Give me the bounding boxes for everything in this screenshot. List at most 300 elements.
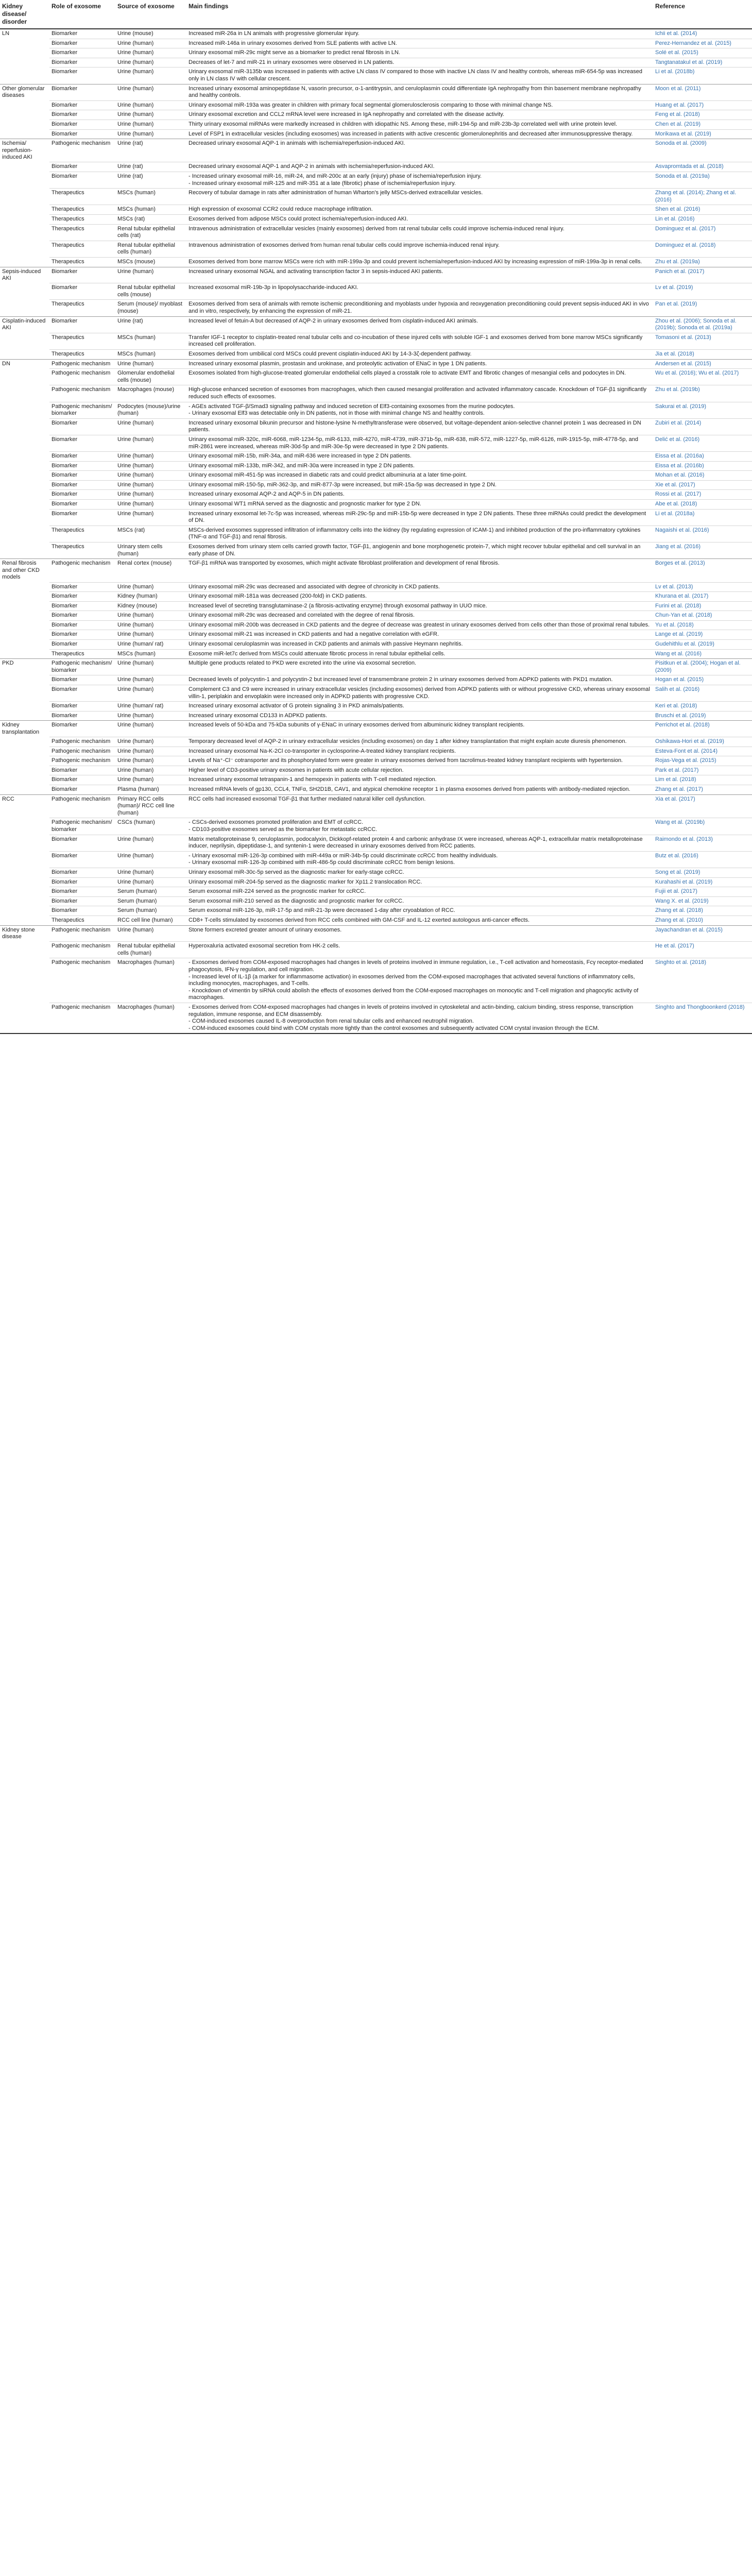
- table-row: [0, 942, 752, 958]
- findings-cell: [186, 887, 653, 897]
- findings-cell: [186, 283, 653, 300]
- disorder-cell: [0, 868, 49, 878]
- source-cell: Urine (human): [115, 435, 186, 451]
- reference-link[interactable]: Dominguez et al. (2017): [653, 224, 752, 241]
- reference-link[interactable]: Rojas-Vega et al. (2015): [653, 756, 752, 766]
- table-row: [0, 877, 752, 887]
- table-row: [0, 214, 752, 224]
- role-cell: Biomarker: [49, 129, 115, 139]
- table-row: [0, 509, 752, 526]
- finding-text: Urinary exosomal miR-21 was increased in CKD patients and had a negative correlation with eGFR.: [189, 631, 439, 638]
- reference-link[interactable]: Sonoda et al. (2009): [653, 139, 752, 162]
- table-row: [0, 721, 752, 737]
- finding-text: Decreases of let-7 and miR-21 in urinary exosomes were observed in LN patients.: [189, 59, 395, 65]
- role-cell: Pathogenic mechanism/ biomarker: [49, 402, 115, 418]
- role-cell: Biomarker: [49, 471, 115, 481]
- source-cell: Renal tubular epithelial cells (mouse): [115, 283, 186, 300]
- source-cell: Urine (mouse): [115, 29, 186, 39]
- reference-link[interactable]: Morikawa et al. (2019): [653, 129, 752, 139]
- findings-cell: [186, 509, 653, 526]
- finding-text: Exosomes derived from umbilical cord MSCs could prevent cisplatin-induced AKI by 14-3-3ζ-dependent pathway.: [189, 350, 472, 357]
- disorder-cell: [0, 300, 49, 316]
- disorder-cell: [0, 756, 49, 766]
- source-cell: Kidney (human): [115, 592, 186, 602]
- reference-link[interactable]: Wang et al. (2016): [653, 649, 752, 659]
- source-cell: MSCs (human): [115, 205, 186, 215]
- role-cell: Biomarker: [49, 84, 115, 100]
- findings-cell: [186, 737, 653, 747]
- reference-link[interactable]: Zhang et al. (2010): [653, 916, 752, 925]
- reference-link[interactable]: Rossi et al. (2017): [653, 490, 752, 500]
- finding-text: TGF-β1 mRNA was transported by exosomes, which might activate fibroblast proliferation and development of renal fibrosis.: [189, 560, 500, 567]
- finding-text: Increased level of secreting transglutaminase-2 (a fibrosis-activating enzyme) through exosomal pathway in UUO mice.: [189, 602, 487, 609]
- findings-cell: [186, 1003, 653, 1033]
- reference-link[interactable]: Lim et al. (2018): [653, 775, 752, 785]
- role-cell: Biomarker: [49, 835, 115, 851]
- findings-cell: [186, 630, 653, 640]
- table-row: [0, 526, 752, 542]
- reference-link[interactable]: Chen et al. (2019): [653, 120, 752, 129]
- reference-link[interactable]: Tomasoni et al. (2013): [653, 333, 752, 349]
- disorder-cell: [0, 818, 49, 835]
- reference-link[interactable]: Wu et al. (2016); Wu et al. (2017): [653, 369, 752, 385]
- source-cell: Urine (human): [115, 835, 186, 851]
- source-cell: Urine (human): [115, 84, 186, 100]
- table-row: [0, 620, 752, 630]
- reference-link[interactable]: Feng et al. (2018): [653, 110, 752, 120]
- table-row: [0, 958, 752, 1003]
- source-cell: Macrophages (mouse): [115, 385, 186, 402]
- reference-link[interactable]: Pisitkun et al. (2004); Hogan et al. (2009): [653, 659, 752, 675]
- role-cell: Biomarker: [49, 452, 115, 462]
- reference-link[interactable]: Nagaishi et al. (2016): [653, 526, 752, 542]
- reference-link[interactable]: Song et al. (2019): [653, 868, 752, 878]
- table-body: [0, 29, 752, 1033]
- role-cell: Biomarker: [49, 418, 115, 435]
- source-cell: MSCs (human): [115, 349, 186, 359]
- reference-link[interactable]: Eissa et al. (2016b): [653, 461, 752, 471]
- table-row: [0, 630, 752, 640]
- role-cell: Biomarker: [49, 775, 115, 785]
- finding-text: Higher level of CD3-positive urinary exosomes in patients with acute cellular rejection.: [189, 767, 404, 773]
- finding-text: - CSCs-derived exosomes promoted proliferation and EMT of ccRCC.: [189, 819, 650, 826]
- role-cell: Therapeutics: [49, 526, 115, 542]
- reference-link[interactable]: Fujii et al. (2017): [653, 887, 752, 897]
- reference-link[interactable]: Lv et al. (2019): [653, 283, 752, 300]
- finding-text: Urinary exosomal miR-29c was decreased and associated with degree of chronicity in CKD patients.: [189, 583, 440, 590]
- findings-cell: [186, 766, 653, 775]
- disorder-cell: [0, 526, 49, 542]
- findings-cell: [186, 611, 653, 621]
- reference-link[interactable]: Eissa et al. (2016a): [653, 452, 752, 462]
- finding-text: Increased exosomal miR-19b-3p in lipopolysaccharide-induced AKI.: [189, 284, 358, 291]
- reference-link[interactable]: Xia et al. (2017): [653, 794, 752, 818]
- reference-link[interactable]: Lin et al. (2016): [653, 214, 752, 224]
- reference-link[interactable]: Jayachandran et al. (2015): [653, 925, 752, 942]
- table-row: [0, 685, 752, 702]
- disorder-cell: [0, 737, 49, 747]
- findings-cell: [186, 877, 653, 887]
- source-cell: Urine (human): [115, 868, 186, 878]
- source-cell: Urine (human): [115, 39, 186, 48]
- table-row: [0, 461, 752, 471]
- finding-text: Increased level of fetuin-A but decreased of AQP-2 in urinary exosomes derived from cisplatin-induced AKI animals.: [189, 317, 478, 324]
- findings-cell: [186, 452, 653, 462]
- disorder-cell: [0, 785, 49, 795]
- reference-link[interactable]: Kurahashi et al. (2019): [653, 877, 752, 887]
- disorder-cell: [0, 766, 49, 775]
- reference-link[interactable]: Zhu et al. (2019b): [653, 385, 752, 402]
- finding-text: Increased miR-146a in urinary exosomes derived from SLE patients with active LN.: [189, 40, 397, 46]
- finding-text: High expression of exosomal CCR2 could reduce macrophage infiltration.: [189, 206, 373, 213]
- reference-link[interactable]: He et al. (2017): [653, 942, 752, 958]
- table-header: [0, 0, 752, 29]
- finding-text: - Increased urinary exosomal miR-125 and miR-351 at a late (fibrotic) phase of ischemia/reperfusion injury.: [189, 180, 650, 188]
- table-row: [0, 592, 752, 602]
- reference-link[interactable]: Singhto et al. (2018): [653, 958, 752, 1003]
- reference-link[interactable]: Tangtanatakul et al. (2019): [653, 58, 752, 67]
- finding-text: Increased urinary exosomal tetraspanin-1 and hemopexin in patients with T-cell mediated rejection.: [189, 776, 437, 783]
- findings-cell: [186, 172, 653, 189]
- finding-text: Thirty urinary exosomal miRNAs were markedly increased in children with idiopathic NS. Among these, miR-194-5p and miR-23b-3p correlated well with urine protein level.: [189, 121, 618, 127]
- findings-cell: [186, 67, 653, 84]
- table-row: [0, 139, 752, 162]
- reference-link[interactable]: Perez-Hernandez et al. (2015): [653, 39, 752, 48]
- disorder-cell: [0, 685, 49, 702]
- reference-link[interactable]: Delić et al. (2016): [653, 435, 752, 451]
- source-cell: Renal tubular epithelial cells (human): [115, 942, 186, 958]
- source-cell: Serum (human): [115, 896, 186, 906]
- role-cell: Therapeutics: [49, 214, 115, 224]
- role-cell: Biomarker: [49, 435, 115, 451]
- table-row: [0, 649, 752, 659]
- table-row: [0, 189, 752, 205]
- role-cell: Therapeutics: [49, 189, 115, 205]
- reference-link[interactable]: Butz et al. (2016): [653, 851, 752, 868]
- role-cell: Pathogenic mechanism/ biomarker: [49, 818, 115, 835]
- disorder-cell: Ischemia/ reperfusion-induced AKI: [0, 139, 49, 162]
- finding-text: Urinary exosomal WT1 mRNA served as the diagnostic and prognostic marker for type 2 DN.: [189, 501, 421, 507]
- role-cell: Biomarker: [49, 685, 115, 702]
- disorder-cell: [0, 1003, 49, 1033]
- disorder-cell: [0, 48, 49, 58]
- role-cell: Biomarker: [49, 630, 115, 640]
- reference-link[interactable]: Abe et al. (2018): [653, 500, 752, 510]
- disorder-cell: PKD: [0, 659, 49, 675]
- findings-cell: [186, 649, 653, 659]
- disorder-cell: [0, 835, 49, 851]
- reference-link[interactable]: Solé et al. (2015): [653, 48, 752, 58]
- finding-text: Exosomes derived from urinary stem cells carried growth factor, TGF-β1, angiogenin and bone morphogenetic protein-7, which might recover tubular epithelial and cell survival in an early phase of DN.: [189, 544, 641, 557]
- disorder-cell: [0, 543, 49, 559]
- finding-text: - Increased urinary exosomal miR-16, miR-24, and miR-200c at an early (injury) phase of ischemia/reperfusion injury.: [189, 173, 650, 180]
- source-cell: Urine (human): [115, 675, 186, 685]
- disorder-cell: [0, 120, 49, 129]
- finding-text: Exosomes isolated from high-glucose-treated glomerular endothelial cells played a crosstalk role to activate EMT and fibrotic changes of mesangial cells and podocytes in DN.: [189, 370, 626, 377]
- role-cell: Biomarker: [49, 896, 115, 906]
- reference-link[interactable]: Lv et al. (2013): [653, 582, 752, 592]
- reference-link[interactable]: Shen et al. (2016): [653, 205, 752, 215]
- findings-cell: [186, 659, 653, 675]
- table-row: [0, 39, 752, 48]
- disorder-cell: [0, 172, 49, 189]
- role-cell: Pathogenic mechanism: [49, 737, 115, 747]
- finding-text: Recovery of tubular damage in rats after administration of human Wharton's jelly MSCs-derived extracellular vesicles.: [189, 190, 483, 196]
- reference-link[interactable]: Zubiri et al. (2014): [653, 418, 752, 435]
- reference-link[interactable]: Furini et al. (2018): [653, 601, 752, 611]
- table-row: [0, 702, 752, 711]
- source-cell: Glomerular endothelial cells (mouse): [115, 369, 186, 385]
- role-cell: Pathogenic mechanism: [49, 925, 115, 942]
- table-row: [0, 906, 752, 916]
- reference-link[interactable]: Yu et al. (2018): [653, 620, 752, 630]
- reference-link[interactable]: Zhu et al. (2019a): [653, 257, 752, 267]
- table-row: [0, 84, 752, 100]
- role-cell: Biomarker: [49, 110, 115, 120]
- disorder-cell: Renal fibrosis and other CKD models: [0, 559, 49, 582]
- reference-link[interactable]: Borges et al. (2013): [653, 559, 752, 582]
- reference-link[interactable]: Hogan et al. (2015): [653, 675, 752, 685]
- source-cell: Urine (human): [115, 359, 186, 369]
- disorder-cell: [0, 916, 49, 925]
- table-row: [0, 582, 752, 592]
- source-cell: Urine (human): [115, 418, 186, 435]
- source-cell: Urine (human): [115, 120, 186, 129]
- reference-link[interactable]: Perrichot et al. (2018): [653, 721, 752, 737]
- finding-text: High-glucose enhanced secretion of exosomes from macrophages, which then caused mesangial proliferation and activated inflammatory cascade. Knockdown of TGF-β1 significantly reduced such effects of exosomes.: [189, 386, 647, 400]
- reference-link[interactable]: Wang X. et al. (2019): [653, 896, 752, 906]
- role-cell: Biomarker: [49, 480, 115, 490]
- reference-link[interactable]: Li et al. (2018a): [653, 509, 752, 526]
- finding-text: Decreased urinary exosomal AQP-1 in animals with ischemia/reperfusion-induced AKI.: [189, 140, 405, 147]
- findings-cell: [186, 418, 653, 435]
- table-row: [0, 543, 752, 559]
- reference-link[interactable]: Asvapromtada et al. (2018): [653, 162, 752, 172]
- disorder-cell: [0, 402, 49, 418]
- source-cell: Serum (mouse)/ myoblast (mouse): [115, 300, 186, 316]
- header-disorder: Kidney disease/ disorder: [0, 0, 49, 29]
- reference-link[interactable]: Sonoda et al. (2019a): [653, 172, 752, 189]
- table-row: [0, 775, 752, 785]
- findings-cell: [186, 925, 653, 942]
- finding-text: Urinary exosomal miR-29c might serve as a biomarker to predict renal fibrosis in LN.: [189, 49, 400, 56]
- reference-link[interactable]: Esteva-Font et al. (2014): [653, 747, 752, 756]
- disorder-cell: [0, 582, 49, 592]
- source-cell: MSCs (human): [115, 189, 186, 205]
- role-cell: Biomarker: [49, 58, 115, 67]
- finding-text: Increased miR-26a in LN animals with progressive glomerular injury.: [189, 30, 360, 37]
- role-cell: Biomarker: [49, 582, 115, 592]
- findings-cell: [186, 711, 653, 721]
- findings-cell: [186, 868, 653, 878]
- findings-cell: [186, 349, 653, 359]
- findings-cell: [186, 385, 653, 402]
- finding-text: Increased urinary exosomal AQP-2 and AQP-5 in DN patients.: [189, 491, 345, 498]
- reference-link[interactable]: Zhou et al. (2006); Sonoda et al. (2019b); Sonoda et al. (2019a): [653, 316, 752, 333]
- reference-link[interactable]: Lange et al. (2019): [653, 630, 752, 640]
- source-cell: Renal cortex (mouse): [115, 559, 186, 582]
- reference-link[interactable]: Park et al. (2017): [653, 766, 752, 775]
- role-cell: Biomarker: [49, 267, 115, 283]
- role-cell: Biomarker: [49, 172, 115, 189]
- finding-text: Urinary exosomal miR-150-5p, miR-362-3p, and miR-877-3p were increased, but miR-15a-5p was decreased in type 2 DN.: [189, 481, 497, 488]
- findings-cell: [186, 369, 653, 385]
- findings-cell: [186, 461, 653, 471]
- finding-text: Urinary exosomal miR-204-5p served as the diagnostic marker for Xp11.2 translocation RCC.: [189, 878, 422, 885]
- role-cell: Biomarker: [49, 877, 115, 887]
- finding-text: - Urinary exosomal miR-126-3p combined with miR-486-5p could discriminate ccRCC from benign lesions.: [189, 859, 650, 867]
- disorder-cell: [0, 471, 49, 481]
- table-row: [0, 58, 752, 67]
- finding-text: Urinary exosomal miR-3135b was increased in patients with active LN class IV compared to those with inactive LN class IV and healthy controls, whereas miR-654-5p was increased only in LN class IV with cellular crescent.: [189, 69, 643, 82]
- table-row: [0, 283, 752, 300]
- reference-link[interactable]: Moon et al. (2011): [653, 84, 752, 100]
- reference-link[interactable]: Dominguez et al. (2018): [653, 241, 752, 257]
- findings-cell: [186, 835, 653, 851]
- source-cell: Urine (human): [115, 500, 186, 510]
- reference-link[interactable]: Salih et al. (2016): [653, 685, 752, 702]
- table-row: [0, 659, 752, 675]
- finding-text: - COM-induced exosomes could bind with COM crystals more tightly than the control exosomes and subsequently activated COM crystal invasion through the ECM.: [189, 1025, 650, 1032]
- finding-text: Increased urinary exosomal Na-K-2Cl co-transporter in cyclosporine-A-treated kidney transplant recipients.: [189, 748, 456, 754]
- table-row: [0, 418, 752, 435]
- role-cell: Biomarker: [49, 868, 115, 878]
- reference-link[interactable]: Ichii et al. (2014): [653, 29, 752, 39]
- disorder-cell: [0, 283, 49, 300]
- role-cell: Biomarker: [49, 702, 115, 711]
- disorder-cell: DN: [0, 359, 49, 369]
- reference-link[interactable]: Li et al. (2018b): [653, 67, 752, 84]
- reference-link[interactable]: Jiang et al. (2016): [653, 543, 752, 559]
- disorder-cell: [0, 100, 49, 110]
- disorder-cell: [0, 640, 49, 650]
- reference-link[interactable]: Pan et al. (2019): [653, 300, 752, 316]
- table-row: [0, 896, 752, 906]
- findings-cell: [186, 39, 653, 48]
- table-row: [0, 300, 752, 316]
- finding-text: Increased urinary exosomal NGAL and activating transcription factor 3 in sepsis-induced AKI patients.: [189, 268, 443, 275]
- source-cell: Urine (human): [115, 490, 186, 500]
- finding-text: Intravenous administration of extracellular vesicles (mainly exosomes) derived from rat renal tubular cells could improve ischemia-induced renal injury.: [189, 225, 565, 232]
- disorder-cell: [0, 649, 49, 659]
- source-cell: Urine (human): [115, 775, 186, 785]
- findings-cell: [186, 675, 653, 685]
- role-cell: Biomarker: [49, 675, 115, 685]
- source-cell: Macrophages (human): [115, 958, 186, 1003]
- reference-link[interactable]: Gudehithlu et al. (2019): [653, 640, 752, 650]
- findings-cell: [186, 775, 653, 785]
- disorder-cell: [0, 490, 49, 500]
- role-cell: Therapeutics: [49, 257, 115, 267]
- source-cell: Urine (human): [115, 851, 186, 868]
- disorder-cell: [0, 675, 49, 685]
- findings-cell: [186, 402, 653, 418]
- findings-cell: [186, 139, 653, 162]
- disorder-cell: [0, 385, 49, 402]
- finding-text: Serum exosomal miR-224 served as the prognostic marker for ccRCC.: [189, 888, 366, 895]
- finding-text: Serum exosomal miR-210 served as the diagnostic and prognostic marker for ccRCC.: [189, 897, 404, 904]
- finding-text: CD8+ T-cells stimulated by exosomes derived from RCC cells combined with GM-CSF and IL-12 exerted autologous anti-cancer effects.: [189, 917, 530, 923]
- table-row: [0, 452, 752, 462]
- role-cell: Pathogenic mechanism: [49, 559, 115, 582]
- reference-link[interactable]: Mohan et al. (2016): [653, 471, 752, 481]
- source-cell: Urine (human/ rat): [115, 640, 186, 650]
- reference-link[interactable]: Jia et al. (2018): [653, 349, 752, 359]
- reference-link[interactable]: Sakurai et al. (2019): [653, 402, 752, 418]
- table-row: [0, 480, 752, 490]
- source-cell: Plasma (human): [115, 785, 186, 795]
- reference-link[interactable]: Zhang et al. (2018): [653, 906, 752, 916]
- source-cell: Urine (human): [115, 110, 186, 120]
- reference-link[interactable]: Zhang et al. (2014); Zhang et al. (2016): [653, 189, 752, 205]
- reference-link[interactable]: Huang et al. (2017): [653, 100, 752, 110]
- table-row: [0, 851, 752, 868]
- finding-text: Temporary decreased level of AQP-2 in urinary extracellular vesicles (including exosomes) on day 1 after kidney transplantation that might explain acute diuresis phenomenon.: [189, 738, 627, 745]
- reference-link[interactable]: Singhto and Thongboonkerd (2018): [653, 1003, 752, 1033]
- role-cell: Biomarker: [49, 601, 115, 611]
- table-row: [0, 868, 752, 878]
- findings-cell: [186, 896, 653, 906]
- findings-cell: [186, 601, 653, 611]
- reference-link[interactable]: Wang et al. (2019b): [653, 818, 752, 835]
- table-row: [0, 916, 752, 925]
- table-row: [0, 359, 752, 369]
- source-cell: Urine (human): [115, 461, 186, 471]
- disorder-cell: [0, 214, 49, 224]
- disorder-cell: [0, 461, 49, 471]
- reference-link[interactable]: Oshikawa-Hori et al. (2019): [653, 737, 752, 747]
- disorder-cell: Kidney stone disease: [0, 925, 49, 942]
- finding-text: - Urinary exosomal miR-126-3p combined with miR-449a or miR-34b-5p could discriminate ccRCC from healthy individuals.: [189, 853, 650, 860]
- source-cell: Urine (human): [115, 58, 186, 67]
- reference-link[interactable]: Raimondo et al. (2013): [653, 835, 752, 851]
- role-cell: Biomarker: [49, 620, 115, 630]
- findings-cell: [186, 224, 653, 241]
- table-row: [0, 29, 752, 39]
- finding-text: Stone formers excreted greater amount of urinary exosomes.: [189, 926, 342, 933]
- table-row: [0, 369, 752, 385]
- table-row: [0, 785, 752, 795]
- source-cell: Renal tubular epithelial cells (rat): [115, 224, 186, 241]
- reference-link[interactable]: Keri et al. (2018): [653, 702, 752, 711]
- reference-link[interactable]: Zhang et al. (2017): [653, 785, 752, 795]
- source-cell: Urine (human): [115, 67, 186, 84]
- table-row: [0, 48, 752, 58]
- source-cell: CSCs (human): [115, 818, 186, 835]
- findings-cell: [186, 721, 653, 737]
- reference-link[interactable]: Bruschi et al. (2019): [653, 711, 752, 721]
- finding-text: Exosomes derived from bone marrow MSCs were rich with miR-199a-3p and could prevent ischemia/reperfusion-induced AKI by increasing expression of miR-199a-3p in renal cells.: [189, 258, 642, 265]
- findings-cell: [186, 582, 653, 592]
- findings-cell: [186, 29, 653, 39]
- reference-link[interactable]: Khurana et al. (2017): [653, 592, 752, 602]
- disorder-cell: [0, 333, 49, 349]
- reference-link[interactable]: Chun-Yan et al. (2018): [653, 611, 752, 621]
- role-cell: Pathogenic mechanism: [49, 359, 115, 369]
- source-cell: Urine (human/ rat): [115, 702, 186, 711]
- role-cell: Biomarker: [49, 711, 115, 721]
- disorder-cell: [0, 349, 49, 359]
- table-row: [0, 129, 752, 139]
- reference-link[interactable]: Andersen et al. (2015): [653, 359, 752, 369]
- findings-cell: [186, 129, 653, 139]
- finding-text: - Exosomes derived from COM-exposed macrophages had changes in levels of proteins involved in immune regulation, i.e., T-cell activation and homeostasis, Fcγ receptor-mediated phagocytosis, IFN-γ regulation, and cell migration.: [189, 959, 650, 973]
- role-cell: Therapeutics: [49, 300, 115, 316]
- reference-link[interactable]: Panich et al. (2017): [653, 267, 752, 283]
- reference-link[interactable]: Xie et al. (2017): [653, 480, 752, 490]
- disorder-cell: [0, 58, 49, 67]
- findings-cell: [186, 162, 653, 172]
